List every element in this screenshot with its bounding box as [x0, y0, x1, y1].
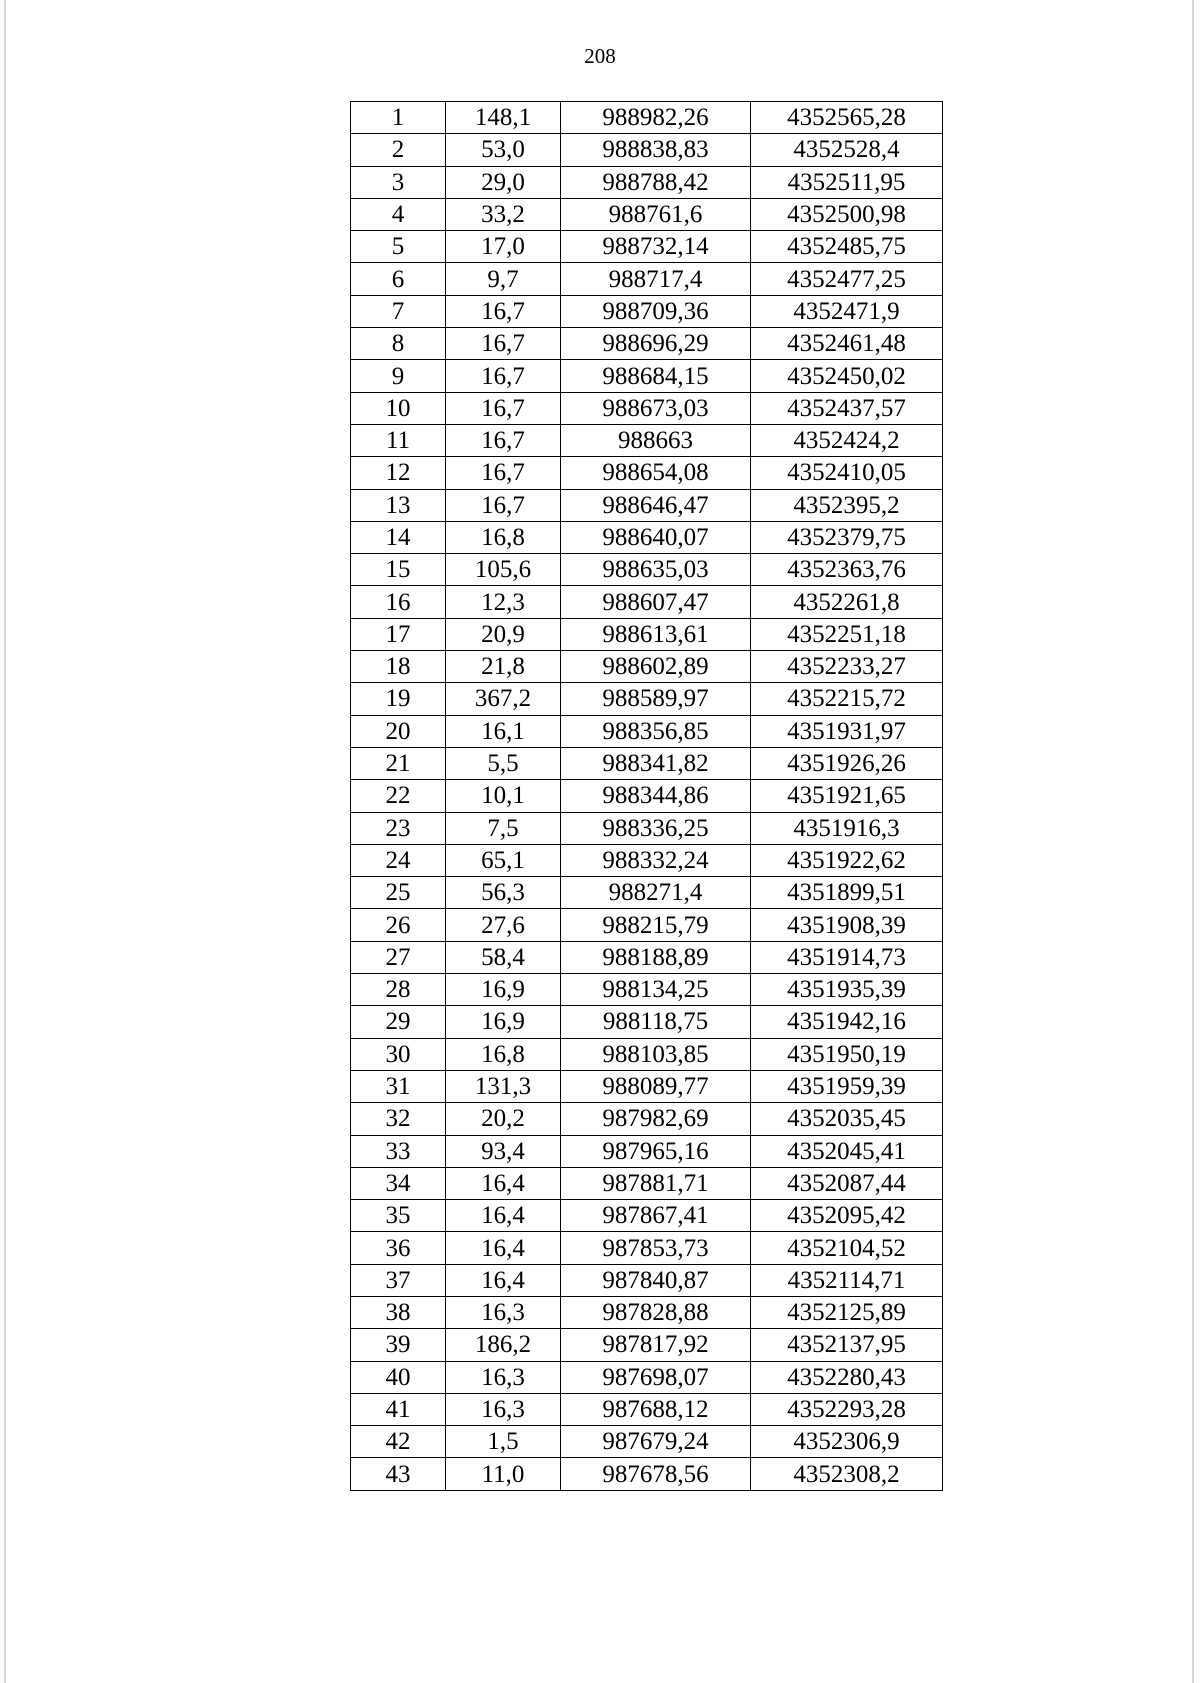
table-row: [351, 618, 943, 650]
table-row: [351, 134, 943, 166]
y-coordinate-cell: 4352045,41: [751, 1135, 943, 1167]
point-number-cell: 8: [351, 328, 446, 360]
segment-length-cell: 11,0: [446, 1458, 561, 1490]
y-coordinate-cell: 4352450,02: [751, 360, 943, 392]
table-row: [351, 1264, 943, 1296]
table-row: [351, 1361, 943, 1393]
x-coordinate-cell: 988356,85: [561, 715, 751, 747]
x-coordinate-cell: 987688,12: [561, 1393, 751, 1425]
table-row: [351, 1458, 943, 1490]
segment-length-cell: 93,4: [446, 1135, 561, 1167]
y-coordinate-cell: 4351931,97: [751, 715, 943, 747]
segment-length-cell: 17,0: [446, 231, 561, 263]
point-number-cell: 25: [351, 877, 446, 909]
y-coordinate-cell: 4352280,43: [751, 1361, 943, 1393]
x-coordinate-cell: 988788,42: [561, 166, 751, 198]
segment-length-cell: 16,9: [446, 1006, 561, 1038]
segment-length-cell: 58,4: [446, 941, 561, 973]
y-coordinate-cell: 4351942,16: [751, 1006, 943, 1038]
table-row: [351, 1038, 943, 1070]
y-coordinate-cell: 4352137,95: [751, 1329, 943, 1361]
table-row: [351, 328, 943, 360]
table-row: [351, 715, 943, 747]
segment-length-cell: 367,2: [446, 683, 561, 715]
x-coordinate-cell: 988640,07: [561, 521, 751, 553]
x-coordinate-cell: 988982,26: [561, 102, 751, 134]
point-number-cell: 43: [351, 1458, 446, 1490]
table-row: [351, 747, 943, 779]
table-row: [351, 844, 943, 876]
x-coordinate-cell: 987828,88: [561, 1296, 751, 1328]
y-coordinate-cell: 4351959,39: [751, 1070, 943, 1102]
y-coordinate-cell: 4352087,44: [751, 1167, 943, 1199]
x-coordinate-cell: 987678,56: [561, 1458, 751, 1490]
x-coordinate-cell: 988613,61: [561, 618, 751, 650]
x-coordinate-cell: 988717,4: [561, 263, 751, 295]
y-coordinate-cell: 4352511,95: [751, 166, 943, 198]
y-coordinate-cell: 4351914,73: [751, 941, 943, 973]
segment-length-cell: 27,6: [446, 909, 561, 941]
x-coordinate-cell: 987853,73: [561, 1232, 751, 1264]
table-row: [351, 231, 943, 263]
x-coordinate-cell: 988089,77: [561, 1070, 751, 1102]
y-coordinate-cell: 4352114,71: [751, 1264, 943, 1296]
y-coordinate-cell: 4351922,62: [751, 844, 943, 876]
table-row: [351, 263, 943, 295]
point-number-cell: 34: [351, 1167, 446, 1199]
segment-length-cell: 186,2: [446, 1329, 561, 1361]
point-number-cell: 23: [351, 812, 446, 844]
point-number-cell: 3: [351, 166, 446, 198]
table-row: [351, 651, 943, 683]
point-number-cell: 10: [351, 392, 446, 424]
table-row: [351, 489, 943, 521]
y-coordinate-cell: 4351916,3: [751, 812, 943, 844]
segment-length-cell: 16,4: [446, 1167, 561, 1199]
point-number-cell: 42: [351, 1426, 446, 1458]
y-coordinate-cell: 4352528,4: [751, 134, 943, 166]
point-number-cell: 28: [351, 974, 446, 1006]
point-number-cell: 31: [351, 1070, 446, 1102]
y-coordinate-cell: 4352565,28: [751, 102, 943, 134]
scan-edge-right: [1192, 0, 1194, 1683]
segment-length-cell: 56,3: [446, 877, 561, 909]
y-coordinate-cell: 4352251,18: [751, 618, 943, 650]
y-coordinate-cell: 4351921,65: [751, 780, 943, 812]
segment-length-cell: 16,3: [446, 1296, 561, 1328]
point-number-cell: 4: [351, 198, 446, 230]
segment-length-cell: 16,3: [446, 1361, 561, 1393]
segment-length-cell: 10,1: [446, 780, 561, 812]
y-coordinate-cell: 4352437,57: [751, 392, 943, 424]
y-coordinate-cell: 4352095,42: [751, 1200, 943, 1232]
point-number-cell: 21: [351, 747, 446, 779]
y-coordinate-cell: 4352410,05: [751, 457, 943, 489]
table-body: [351, 102, 943, 1491]
x-coordinate-cell: 988589,97: [561, 683, 751, 715]
y-coordinate-cell: 4351899,51: [751, 877, 943, 909]
table-row: [351, 1232, 943, 1264]
point-number-cell: 7: [351, 295, 446, 327]
x-coordinate-cell: 988602,89: [561, 651, 751, 683]
x-coordinate-cell: 988344,86: [561, 780, 751, 812]
table-row: [351, 1296, 943, 1328]
table-row: [351, 812, 943, 844]
segment-length-cell: 33,2: [446, 198, 561, 230]
table-row: [351, 909, 943, 941]
y-coordinate-cell: 4352363,76: [751, 554, 943, 586]
x-coordinate-cell: 988838,83: [561, 134, 751, 166]
table-row: [351, 586, 943, 618]
point-number-cell: 35: [351, 1200, 446, 1232]
x-coordinate-cell: 988696,29: [561, 328, 751, 360]
table-row: [351, 424, 943, 456]
segment-length-cell: 16,7: [446, 328, 561, 360]
point-number-cell: 12: [351, 457, 446, 489]
point-number-cell: 22: [351, 780, 446, 812]
table-row: [351, 198, 943, 230]
segment-length-cell: 53,0: [446, 134, 561, 166]
table-row: [351, 974, 943, 1006]
point-number-cell: 30: [351, 1038, 446, 1070]
segment-length-cell: 7,5: [446, 812, 561, 844]
page-number: 208: [584, 44, 616, 68]
x-coordinate-cell: 988134,25: [561, 974, 751, 1006]
table-row: [351, 392, 943, 424]
point-number-cell: 18: [351, 651, 446, 683]
segment-length-cell: 16,9: [446, 974, 561, 1006]
segment-length-cell: 20,2: [446, 1103, 561, 1135]
segment-length-cell: 16,1: [446, 715, 561, 747]
point-number-cell: 39: [351, 1329, 446, 1361]
segment-length-cell: 16,7: [446, 424, 561, 456]
segment-length-cell: 16,3: [446, 1393, 561, 1425]
table-row: [351, 1200, 943, 1232]
x-coordinate-cell: 988215,79: [561, 909, 751, 941]
table-row: [351, 295, 943, 327]
point-number-cell: 9: [351, 360, 446, 392]
y-coordinate-cell: 4352125,89: [751, 1296, 943, 1328]
y-coordinate-cell: 4352471,9: [751, 295, 943, 327]
x-coordinate-cell: 988709,36: [561, 295, 751, 327]
segment-length-cell: 21,8: [446, 651, 561, 683]
scan-edge-left: [4, 0, 6, 1683]
point-number-cell: 32: [351, 1103, 446, 1135]
point-number-cell: 6: [351, 263, 446, 295]
y-coordinate-cell: 4352395,2: [751, 489, 943, 521]
x-coordinate-cell: 987679,24: [561, 1426, 751, 1458]
x-coordinate-cell: 987982,69: [561, 1103, 751, 1135]
point-number-cell: 19: [351, 683, 446, 715]
segment-length-cell: 65,1: [446, 844, 561, 876]
x-coordinate-cell: 988341,82: [561, 747, 751, 779]
point-number-cell: 17: [351, 618, 446, 650]
segment-length-cell: 29,0: [446, 166, 561, 198]
table-row: [351, 554, 943, 586]
table-row: [351, 1135, 943, 1167]
point-number-cell: 36: [351, 1232, 446, 1264]
x-coordinate-cell: 988118,75: [561, 1006, 751, 1038]
y-coordinate-cell: 4351935,39: [751, 974, 943, 1006]
table-row: [351, 1329, 943, 1361]
table-row: [351, 1393, 943, 1425]
y-coordinate-cell: 4352500,98: [751, 198, 943, 230]
x-coordinate-cell: 988271,4: [561, 877, 751, 909]
x-coordinate-cell: 988103,85: [561, 1038, 751, 1070]
x-coordinate-cell: 988684,15: [561, 360, 751, 392]
table-row: [351, 521, 943, 553]
point-number-cell: 5: [351, 231, 446, 263]
y-coordinate-cell: 4352485,75: [751, 231, 943, 263]
point-number-cell: 40: [351, 1361, 446, 1393]
x-coordinate-cell: 987698,07: [561, 1361, 751, 1393]
point-number-cell: 38: [351, 1296, 446, 1328]
segment-length-cell: 148,1: [446, 102, 561, 134]
segment-length-cell: 12,3: [446, 586, 561, 618]
point-number-cell: 26: [351, 909, 446, 941]
x-coordinate-cell: 988646,47: [561, 489, 751, 521]
y-coordinate-cell: 4352379,75: [751, 521, 943, 553]
x-coordinate-cell: 987817,92: [561, 1329, 751, 1361]
x-coordinate-cell: 987867,41: [561, 1200, 751, 1232]
segment-length-cell: 5,5: [446, 747, 561, 779]
table-row: [351, 941, 943, 973]
point-number-cell: 11: [351, 424, 446, 456]
x-coordinate-cell: 988332,24: [561, 844, 751, 876]
segment-length-cell: 16,7: [446, 489, 561, 521]
point-number-cell: 27: [351, 941, 446, 973]
y-coordinate-cell: 4351926,26: [751, 747, 943, 779]
point-number-cell: 14: [351, 521, 446, 553]
y-coordinate-cell: 4352424,2: [751, 424, 943, 456]
table-row: [351, 1426, 943, 1458]
x-coordinate-cell: 988607,47: [561, 586, 751, 618]
table-row: [351, 166, 943, 198]
segment-length-cell: 16,7: [446, 392, 561, 424]
y-coordinate-cell: 4352233,27: [751, 651, 943, 683]
y-coordinate-cell: 4352308,2: [751, 1458, 943, 1490]
table-row: [351, 1167, 943, 1199]
point-number-cell: 15: [351, 554, 446, 586]
x-coordinate-cell: 988761,6: [561, 198, 751, 230]
y-coordinate-cell: 4352477,25: [751, 263, 943, 295]
segment-length-cell: 16,8: [446, 521, 561, 553]
x-coordinate-cell: 988654,08: [561, 457, 751, 489]
point-number-cell: 16: [351, 586, 446, 618]
y-coordinate-cell: 4352306,9: [751, 1426, 943, 1458]
table-row: [351, 877, 943, 909]
point-number-cell: 20: [351, 715, 446, 747]
segment-length-cell: 9,7: [446, 263, 561, 295]
y-coordinate-cell: 4351908,39: [751, 909, 943, 941]
table-row: [351, 1006, 943, 1038]
x-coordinate-cell: 988188,89: [561, 941, 751, 973]
y-coordinate-cell: 4352293,28: [751, 1393, 943, 1425]
segment-length-cell: 16,7: [446, 457, 561, 489]
table-row: [351, 1103, 943, 1135]
segment-length-cell: 131,3: [446, 1070, 561, 1102]
segment-length-cell: 16,4: [446, 1200, 561, 1232]
y-coordinate-cell: 4352215,72: [751, 683, 943, 715]
table-row: [351, 1070, 943, 1102]
segment-length-cell: 1,5: [446, 1426, 561, 1458]
segment-length-cell: 105,6: [446, 554, 561, 586]
x-coordinate-cell: 988336,25: [561, 812, 751, 844]
point-number-cell: 24: [351, 844, 446, 876]
x-coordinate-cell: 988663: [561, 424, 751, 456]
x-coordinate-cell: 988635,03: [561, 554, 751, 586]
point-number-cell: 37: [351, 1264, 446, 1296]
segment-length-cell: 20,9: [446, 618, 561, 650]
point-number-cell: 13: [351, 489, 446, 521]
y-coordinate-cell: 4352035,45: [751, 1103, 943, 1135]
x-coordinate-cell: 987840,87: [561, 1264, 751, 1296]
segment-length-cell: 16,4: [446, 1264, 561, 1296]
segment-length-cell: 16,4: [446, 1232, 561, 1264]
table-row: [351, 683, 943, 715]
x-coordinate-cell: 988732,14: [561, 231, 751, 263]
x-coordinate-cell: 987965,16: [561, 1135, 751, 1167]
table-row: [351, 780, 943, 812]
table-row: [351, 457, 943, 489]
point-number-cell: 1: [351, 102, 446, 134]
segment-length-cell: 16,8: [446, 1038, 561, 1070]
table-row: [351, 360, 943, 392]
segment-length-cell: 16,7: [446, 295, 561, 327]
y-coordinate-cell: 4352104,52: [751, 1232, 943, 1264]
point-number-cell: 29: [351, 1006, 446, 1038]
y-coordinate-cell: 4352461,48: [751, 328, 943, 360]
point-number-cell: 33: [351, 1135, 446, 1167]
x-coordinate-cell: 987881,71: [561, 1167, 751, 1199]
segment-length-cell: 16,7: [446, 360, 561, 392]
y-coordinate-cell: 4352261,8: [751, 586, 943, 618]
point-number-cell: 41: [351, 1393, 446, 1425]
coordinates-table: [350, 101, 943, 1491]
x-coordinate-cell: 988673,03: [561, 392, 751, 424]
table-row: [351, 102, 943, 134]
point-number-cell: 2: [351, 134, 446, 166]
y-coordinate-cell: 4351950,19: [751, 1038, 943, 1070]
